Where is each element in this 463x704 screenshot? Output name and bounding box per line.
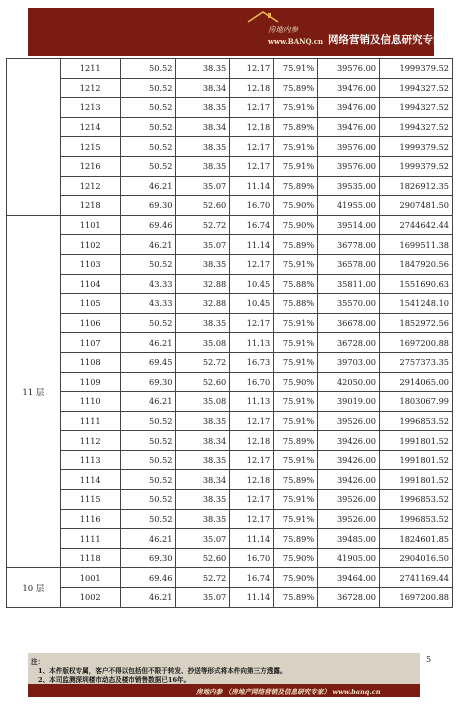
shared-area-cell: 16.70: [230, 196, 274, 216]
total-price-cell: 1991801.52: [380, 470, 453, 490]
total-price-cell: 1824601.85: [380, 529, 453, 549]
building-area-cell: 50.52: [120, 78, 176, 98]
room-number-cell: 1213: [60, 98, 120, 118]
unit-price-cell: 39514.00: [318, 215, 380, 235]
building-area-cell: 46.21: [120, 392, 176, 412]
usable-area-cell: 35.08: [176, 392, 230, 412]
total-price-cell: 1996853.52: [380, 411, 453, 431]
usable-ratio-cell: 75.89%: [274, 117, 318, 137]
unit-price-cell: 35811.00: [318, 274, 380, 294]
table-row: [7, 392, 453, 412]
usable-area-cell: 38.35: [176, 450, 230, 470]
table-row: [7, 59, 453, 79]
shared-area-cell: 16.70: [230, 548, 274, 568]
floor-label: 10 层: [7, 568, 61, 607]
usable-ratio-cell: 75.88%: [274, 274, 318, 294]
usable-ratio-cell: 75.91%: [274, 156, 318, 176]
brand-small-text: 房地内参: [268, 25, 298, 34]
total-price-cell: 1996853.52: [380, 490, 453, 510]
usable-area-cell: 35.07: [176, 235, 230, 255]
table-row: [7, 215, 453, 235]
room-number-cell: 1102: [60, 235, 120, 255]
unit-price-cell: 39426.00: [318, 450, 380, 470]
building-area-cell: 50.52: [120, 470, 176, 490]
room-number-cell: 1212: [60, 176, 120, 196]
shared-area-cell: 12.18: [230, 117, 274, 137]
shared-area-cell: 10.45: [230, 294, 274, 314]
usable-area-cell: 35.07: [176, 176, 230, 196]
usable-area-cell: 38.35: [176, 156, 230, 176]
table-row: [7, 529, 453, 549]
building-area-cell: 69.46: [120, 568, 176, 588]
room-number-cell: 1108: [60, 352, 120, 372]
unit-price-cell: 36728.00: [318, 333, 380, 353]
building-area-cell: 46.21: [120, 235, 176, 255]
shared-area-cell: 11.14: [230, 176, 274, 196]
building-area-cell: 69.45: [120, 352, 176, 372]
shared-area-cell: 11.13: [230, 333, 274, 353]
building-area-cell: 50.52: [120, 411, 176, 431]
unit-price-cell: 39476.00: [318, 117, 380, 137]
shared-area-cell: 12.17: [230, 509, 274, 529]
unit-price-cell: 39526.00: [318, 509, 380, 529]
usable-ratio-cell: 75.90%: [274, 548, 318, 568]
usable-ratio-cell: 75.91%: [274, 490, 318, 510]
building-area-cell: 50.52: [120, 450, 176, 470]
total-price-cell: 1999379.52: [380, 59, 453, 79]
building-area-cell: 69.30: [120, 548, 176, 568]
shared-area-cell: 12.17: [230, 411, 274, 431]
table-row: [7, 196, 453, 216]
note-line-1: 1、本件版权专属，客户不得以包括但不限于转发、抄送等形式将本件向第三方透露。: [38, 667, 287, 675]
room-number-cell: 1103: [60, 254, 120, 274]
usable-area-cell: 35.08: [176, 333, 230, 353]
usable-ratio-cell: 75.90%: [274, 196, 318, 216]
room-number-cell: 1118: [60, 548, 120, 568]
building-area-cell: 50.52: [120, 254, 176, 274]
total-price-cell: 1803067.99: [380, 392, 453, 412]
total-price-cell: 2757373.35: [380, 352, 453, 372]
footer-text: 房地内参 （房地产网络营销及信息研究专家） www.banq.cn: [196, 688, 381, 696]
total-price-cell: 1852972.56: [380, 313, 453, 333]
building-area-cell: 43.33: [120, 274, 176, 294]
usable-area-cell: 38.35: [176, 254, 230, 274]
usable-ratio-cell: 75.90%: [274, 568, 318, 588]
unit-price-cell: 39576.00: [318, 59, 380, 79]
usable-area-cell: 38.35: [176, 411, 230, 431]
room-number-cell: 1002: [60, 588, 120, 608]
building-area-cell: 46.21: [120, 588, 176, 608]
unit-price-cell: 36778.00: [318, 235, 380, 255]
table-row: [7, 254, 453, 274]
unit-price-cell: 39485.00: [318, 529, 380, 549]
brand-url: www.BANQ.cn: [268, 37, 324, 46]
shared-area-cell: 16.70: [230, 372, 274, 392]
shared-area-cell: 12.17: [230, 313, 274, 333]
table-row: [7, 431, 453, 451]
unit-price-cell: 36728.00: [318, 588, 380, 608]
usable-area-cell: 38.34: [176, 117, 230, 137]
building-area-cell: 46.21: [120, 333, 176, 353]
table-row: [7, 333, 453, 353]
shared-area-cell: 16.74: [230, 568, 274, 588]
total-price-cell: 1826912.35: [380, 176, 453, 196]
total-price-cell: 2741169.44: [380, 568, 453, 588]
total-price-cell: 1994327.52: [380, 117, 453, 137]
table-row: [7, 411, 453, 431]
building-area-cell: 43.33: [120, 294, 176, 314]
usable-ratio-cell: 75.91%: [274, 98, 318, 118]
table-row: [7, 137, 453, 157]
total-price-cell: 1551690.63: [380, 274, 453, 294]
unit-price-cell: 36678.00: [318, 313, 380, 333]
building-area-cell: 50.52: [120, 313, 176, 333]
shared-area-cell: 12.17: [230, 490, 274, 510]
usable-ratio-cell: 75.91%: [274, 313, 318, 333]
room-number-cell: 1216: [60, 156, 120, 176]
usable-ratio-cell: 75.90%: [274, 215, 318, 235]
usable-ratio-cell: 75.91%: [274, 411, 318, 431]
usable-ratio-cell: 75.91%: [274, 137, 318, 157]
unit-price-cell: 41955.00: [318, 196, 380, 216]
usable-ratio-cell: 75.90%: [274, 372, 318, 392]
total-price-cell: 1697200.88: [380, 333, 453, 353]
usable-ratio-cell: 75.88%: [274, 294, 318, 314]
table-row: [7, 294, 453, 314]
total-price-cell: 1996853.52: [380, 509, 453, 529]
usable-area-cell: 32.88: [176, 274, 230, 294]
room-number-cell: 1113: [60, 450, 120, 470]
usable-area-cell: 32.88: [176, 294, 230, 314]
usable-ratio-cell: 75.91%: [274, 509, 318, 529]
table-row: [7, 568, 453, 588]
room-number-cell: 1105: [60, 294, 120, 314]
usable-area-cell: 52.60: [176, 372, 230, 392]
total-price-cell: 1697200.88: [380, 588, 453, 608]
room-number-cell: 1110: [60, 392, 120, 412]
shared-area-cell: 11.14: [230, 529, 274, 549]
total-price-cell: 1999379.52: [380, 156, 453, 176]
total-price-cell: 2914065.00: [380, 372, 453, 392]
usable-area-cell: 38.35: [176, 59, 230, 79]
usable-area-cell: 38.35: [176, 137, 230, 157]
usable-ratio-cell: 75.91%: [274, 392, 318, 412]
table-row: [7, 470, 453, 490]
building-area-cell: 50.52: [120, 117, 176, 137]
table-row: [7, 588, 453, 608]
usable-area-cell: 38.34: [176, 78, 230, 98]
shared-area-cell: 12.17: [230, 156, 274, 176]
usable-ratio-cell: 75.89%: [274, 78, 318, 98]
room-number-cell: 1115: [60, 490, 120, 510]
total-price-cell: 2907481.50: [380, 196, 453, 216]
unit-price-cell: 39526.00: [318, 411, 380, 431]
shared-area-cell: 16.73: [230, 352, 274, 372]
unit-price-cell: 42050.00: [318, 372, 380, 392]
usable-area-cell: 38.35: [176, 98, 230, 118]
usable-ratio-cell: 75.89%: [274, 431, 318, 451]
usable-area-cell: 52.72: [176, 215, 230, 235]
unit-price-cell: 41905.00: [318, 548, 380, 568]
table-row: [7, 372, 453, 392]
usable-area-cell: 35.07: [176, 529, 230, 549]
table-row: [7, 352, 453, 372]
total-price-cell: 1999379.52: [380, 137, 453, 157]
shared-area-cell: 12.17: [230, 254, 274, 274]
room-number-cell: 1212: [60, 78, 120, 98]
table-row: [7, 98, 453, 118]
building-area-cell: 50.52: [120, 156, 176, 176]
building-area-cell: 50.52: [120, 490, 176, 510]
usable-ratio-cell: 75.89%: [274, 470, 318, 490]
unit-price-cell: 39476.00: [318, 98, 380, 118]
building-area-cell: 69.46: [120, 215, 176, 235]
shared-area-cell: 12.18: [230, 470, 274, 490]
usable-ratio-cell: 75.89%: [274, 235, 318, 255]
usable-area-cell: 38.35: [176, 490, 230, 510]
total-price-cell: 2904016.50: [380, 548, 453, 568]
price-table: [6, 58, 453, 608]
unit-price-cell: 39526.00: [318, 490, 380, 510]
footer-bar: [28, 684, 420, 697]
total-price-cell: 1991801.52: [380, 431, 453, 451]
usable-ratio-cell: 75.91%: [274, 450, 318, 470]
total-price-cell: 1994327.52: [380, 78, 453, 98]
room-number-cell: 1101: [60, 215, 120, 235]
room-number-cell: 1114: [60, 470, 120, 490]
total-price-cell: 1699511.38: [380, 235, 453, 255]
room-number-cell: 1116: [60, 509, 120, 529]
unit-price-cell: 39464.00: [318, 568, 380, 588]
unit-price-cell: 36578.00: [318, 254, 380, 274]
total-price-cell: 1541248.10: [380, 294, 453, 314]
table-row: [7, 156, 453, 176]
shared-area-cell: 10.45: [230, 274, 274, 294]
unit-price-cell: 39019.00: [318, 392, 380, 412]
table-row: [7, 117, 453, 137]
usable-area-cell: 38.35: [176, 509, 230, 529]
shared-area-cell: 12.17: [230, 59, 274, 79]
usable-area-cell: 52.72: [176, 568, 230, 588]
room-number-cell: 1106: [60, 313, 120, 333]
table-row: [7, 274, 453, 294]
table-row: [7, 235, 453, 255]
usable-ratio-cell: 75.91%: [274, 254, 318, 274]
room-number-cell: 1215: [60, 137, 120, 157]
shared-area-cell: 16.74: [230, 215, 274, 235]
room-number-cell: 1107: [60, 333, 120, 353]
usable-area-cell: 52.60: [176, 196, 230, 216]
table-row: [7, 78, 453, 98]
usable-ratio-cell: 75.89%: [274, 176, 318, 196]
usable-ratio-cell: 75.91%: [274, 333, 318, 353]
usable-area-cell: 35.07: [176, 588, 230, 608]
usable-ratio-cell: 75.89%: [274, 588, 318, 608]
table-row: [7, 548, 453, 568]
room-number-cell: 1214: [60, 117, 120, 137]
total-price-cell: 1991801.52: [380, 450, 453, 470]
usable-area-cell: 38.34: [176, 470, 230, 490]
room-number-cell: 1112: [60, 431, 120, 451]
unit-price-cell: 39476.00: [318, 78, 380, 98]
room-number-cell: 1111: [60, 411, 120, 431]
notes-title: 注：: [31, 658, 45, 666]
room-number-cell: 1001: [60, 568, 120, 588]
brand-slogan: 网络营销及信息研究专家: [328, 34, 444, 46]
shared-area-cell: 12.17: [230, 450, 274, 470]
shared-area-cell: 11.13: [230, 392, 274, 412]
usable-ratio-cell: 75.91%: [274, 352, 318, 372]
unit-price-cell: 39576.00: [318, 156, 380, 176]
usable-area-cell: 38.34: [176, 431, 230, 451]
page-number: 5: [426, 655, 432, 664]
unit-price-cell: 39426.00: [318, 470, 380, 490]
header-banner: [28, 8, 444, 56]
building-area-cell: 50.52: [120, 509, 176, 529]
shared-area-cell: 12.18: [230, 78, 274, 98]
table-row: [7, 313, 453, 333]
total-price-cell: 1994327.52: [380, 98, 453, 118]
shared-area-cell: 11.14: [230, 235, 274, 255]
building-area-cell: 46.21: [120, 529, 176, 549]
unit-price-cell: 35570.00: [318, 294, 380, 314]
usable-area-cell: 38.35: [176, 313, 230, 333]
total-price-cell: 2744642.44: [380, 215, 453, 235]
shared-area-cell: 12.17: [230, 98, 274, 118]
table-row: [7, 450, 453, 470]
total-price-cell: 1847920.56: [380, 254, 453, 274]
unit-price-cell: 39535.00: [318, 176, 380, 196]
usable-ratio-cell: 75.89%: [274, 529, 318, 549]
shared-area-cell: 11.14: [230, 588, 274, 608]
table-row: [7, 509, 453, 529]
table-row: [7, 490, 453, 510]
unit-price-cell: 39426.00: [318, 431, 380, 451]
room-number-cell: 1211: [60, 59, 120, 79]
building-area-cell: 69.30: [120, 372, 176, 392]
usable-area-cell: 52.60: [176, 548, 230, 568]
unit-price-cell: 39576.00: [318, 137, 380, 157]
floor-label: 11 层: [7, 215, 61, 568]
room-number-cell: 1104: [60, 274, 120, 294]
note-line-2: 2、本司监测深圳楼市动态及楼市销售数据已16年。: [38, 676, 191, 684]
building-area-cell: 50.52: [120, 137, 176, 157]
room-number-cell: 1109: [60, 372, 120, 392]
building-area-cell: 69.30: [120, 196, 176, 216]
unit-price-cell: 39703.00: [318, 352, 380, 372]
building-area-cell: 50.52: [120, 431, 176, 451]
table-row: [7, 176, 453, 196]
usable-ratio-cell: 75.91%: [274, 59, 318, 79]
building-area-cell: 46.21: [120, 176, 176, 196]
building-area-cell: 50.52: [120, 98, 176, 118]
shared-area-cell: 12.18: [230, 431, 274, 451]
building-area-cell: 50.52: [120, 59, 176, 79]
room-number-cell: 1218: [60, 196, 120, 216]
room-number-cell: 1111: [60, 529, 120, 549]
shared-area-cell: 12.17: [230, 137, 274, 157]
floor-label: [7, 59, 61, 216]
usable-area-cell: 52.72: [176, 352, 230, 372]
